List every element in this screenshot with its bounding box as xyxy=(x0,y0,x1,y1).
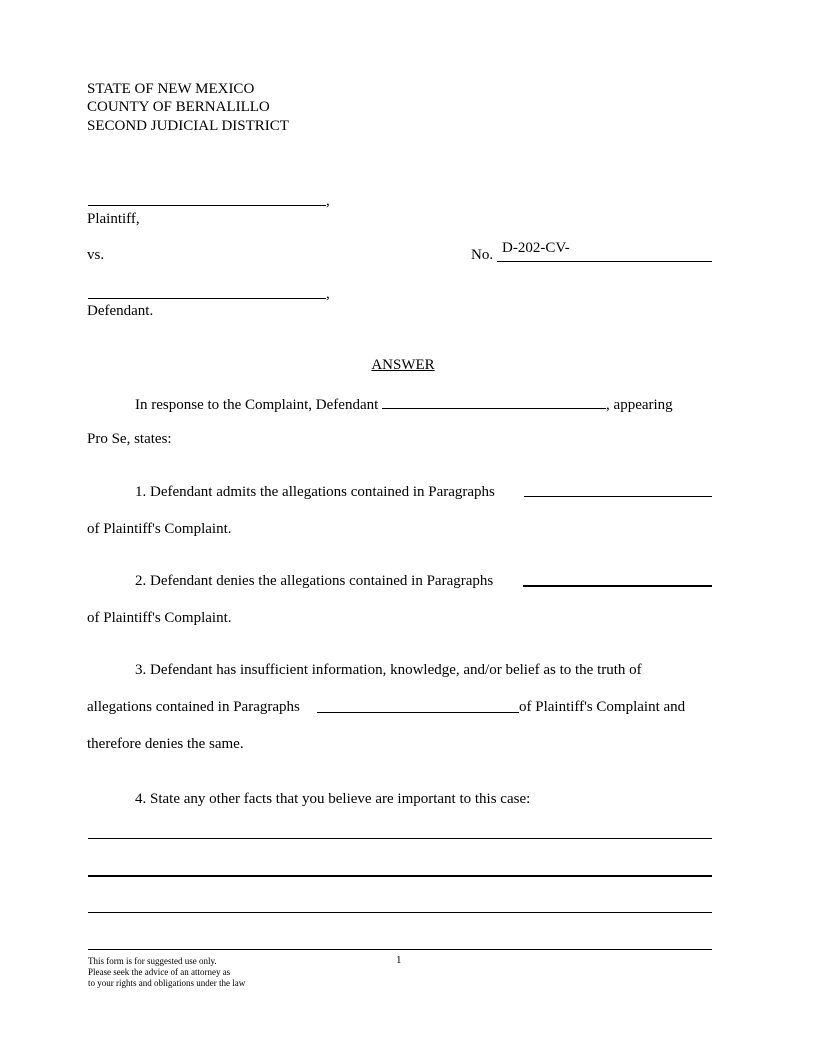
defendant-comma: , xyxy=(326,286,330,302)
paragraph-4-text: 4. State any other facts that you believe are important to this case: xyxy=(135,791,531,807)
footer-line-1: This form is for suggested use only. xyxy=(88,956,217,966)
paragraph-2-continuation: of Plaintiff's Complaint. xyxy=(87,610,232,626)
paragraph-3-field[interactable] xyxy=(317,712,519,713)
plaintiff-name-field[interactable] xyxy=(88,205,326,206)
case-number-field[interactable] xyxy=(497,261,712,262)
footer-line-3: to your rights and obligations under the law xyxy=(88,978,246,988)
intro-continuation: Pro Se, states: xyxy=(87,431,172,447)
paragraph-1-text: 1. Defendant admits the allegations contained in Paragraphs xyxy=(135,484,495,500)
court-state: STATE OF NEW MEXICO xyxy=(87,81,255,97)
paragraph-1-field[interactable] xyxy=(524,496,712,497)
intro-line xyxy=(135,394,673,414)
defendant-label: Defendant. xyxy=(87,303,154,319)
facts-line-3[interactable] xyxy=(88,912,712,913)
paragraph-2-text: 2. Defendant denies the allegations contained in Paragraphs xyxy=(135,573,494,589)
intro-defendant-field[interactable] xyxy=(382,394,606,409)
court-district: SECOND JUDICIAL DISTRICT xyxy=(87,118,289,134)
paragraph-3-line-2-after: of Plaintiff's Complaint and xyxy=(519,699,686,715)
defendant-name-field[interactable] xyxy=(88,298,326,299)
court-county: COUNTY OF BERNALILLO xyxy=(87,99,270,115)
plaintiff-label: Plaintiff, xyxy=(87,211,140,227)
paragraph-3-line-2-before: allegations contained in Paragraphs xyxy=(87,699,300,715)
document-title: ANSWER xyxy=(371,357,435,373)
page-number: 1 xyxy=(396,954,402,966)
paragraph-3-line-1: 3. Defendant has insufficient information, knowledge, and/or belief as to the truth of xyxy=(135,662,642,678)
vs-label: vs. xyxy=(87,247,105,263)
intro-text-before: In response to the Complaint, Defendant xyxy=(135,397,379,413)
facts-line-1[interactable] xyxy=(88,838,712,839)
case-number-prefix: D-202-CV- xyxy=(502,240,570,256)
facts-line-4[interactable] xyxy=(88,949,712,950)
footer-line-2: Please seek the advice of an attorney as xyxy=(88,967,231,977)
paragraph-1-continuation: of Plaintiff's Complaint. xyxy=(87,521,232,537)
paragraph-3-line-3: therefore denies the same. xyxy=(87,736,244,752)
intro-text-after: , appearing xyxy=(606,397,673,413)
plaintiff-comma: , xyxy=(326,193,330,209)
paragraph-2-field[interactable] xyxy=(523,585,712,587)
case-number-label: No. xyxy=(471,247,494,263)
facts-line-2[interactable] xyxy=(88,875,712,877)
